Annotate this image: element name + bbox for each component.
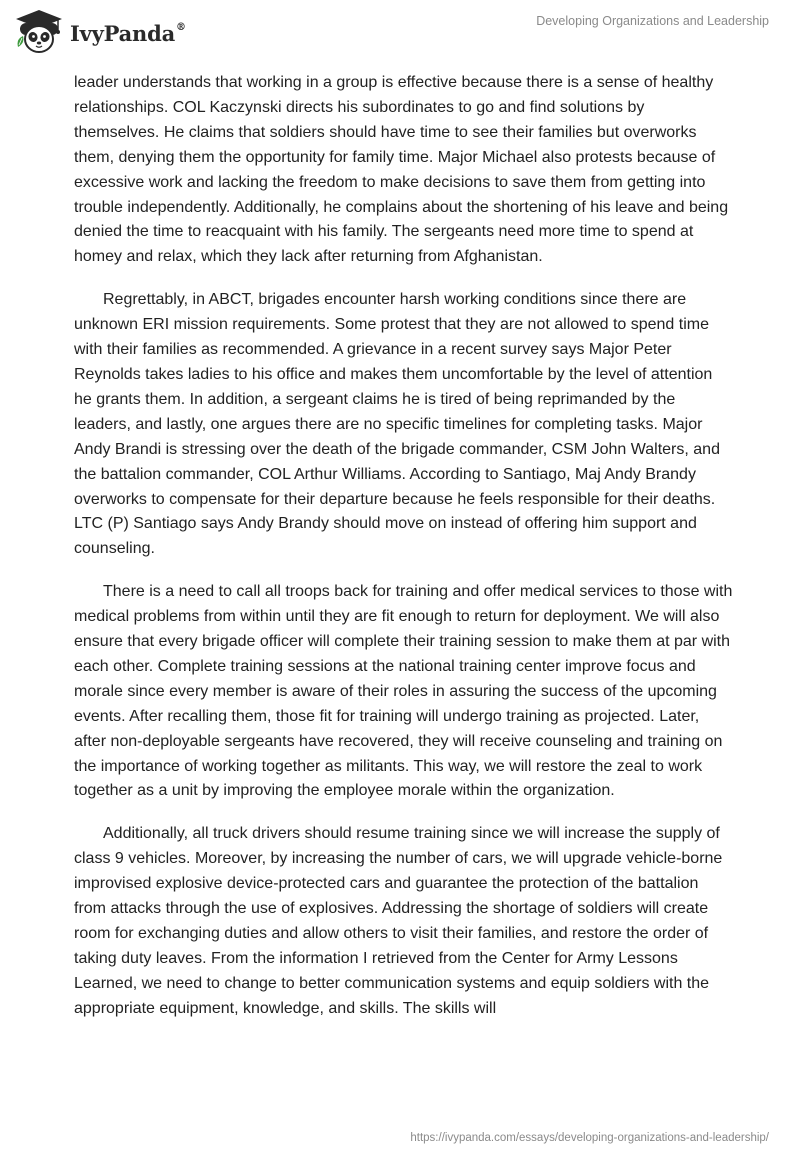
paragraph-2: Regrettably, in ABCT, brigades encounter harsh working conditions since there are unknown ERI mission requirements. Some protest that they are not allowed to spend time with their families as recommended. A grievance in a recent survey says Major Peter Reynolds takes ladies to his office and makes them uncomfortable by the level of attention he grants them. In addition, a sergeant claims he is tired of being reprimanded by the leaders, and lastly, one argues there are no specific timelines for completing tasks. Major Andy Brandi is stressing over the death of the brigade commander, CSM John Walters, and the battalion commander, COL Arthur Williams. According to Santiago, Maj Andy Brandy overworks to compensate for their departure because he feels responsible for their deaths. LTC (P) Santiago says Andy Brandy should move on instead of offering him support and counseling. (74, 291, 720, 558)
panda-graduate-icon (14, 9, 64, 55)
essay-body (74, 71, 734, 1040)
page-header (0, 0, 800, 66)
paragraph-3: There is a need to call all troops back for training and offer medical services to those with medical problems from within until they are fit enough to return for deployment. We will also ensure that every brigade officer will complete their training session to make them at par with each other. Complete training sessions at the national training center improve focus and morale since every member is aware of their roles in assuring the success of the upcoming events. After recalling them, those fit for training will undergo training as projected. Later, after non-deployable sergeants have recovered, they will receive counseling and training on the importance of working together as militants. This way, we will restore the zeal to work together as a unit by improving the employee morale within the organization. (74, 583, 733, 800)
paragraph-4: Additionally, all truck drivers should resume training since we will increase the supply of class 9 vehicles. Moreover, by increasing the number of cars, we will upgrade vehicle-borne improvised explosive device-protected cars and guarantee the protection of the battalion from attacks through the use of explosives. Addressing the shortage of soldiers will create room for exchanging duties and allow others to visit their families, and restore the order of taking duty leaves. From the information I retrieved from the Center for Army Lessons Learned, we need to change to better communication systems and equip soldiers with the appropriate equipment, knowledge, and skills. The skills will (74, 825, 723, 1017)
ivypanda-logo[interactable] (14, 9, 186, 55)
document-title: Developing Organizations and Leadership (536, 14, 769, 28)
source-url-link[interactable]: https://ivypanda.com/essays/developing-organizations-and-leadership/ (410, 1132, 769, 1144)
brand-name: IvyPanda® (70, 20, 186, 46)
paragraph-1: leader understands that working in a group is effective because there is a sense of healthy relationships. COL Kaczynski directs his subordinates to go and find solutions by themselves. He claims that soldiers should have time to see their families but overworks them, denying them the opportunity for family time. Major Michael also protests because of excessive work and lacking the freedom to make decisions to save them from getting into trouble independently. Additionally, he complains about the shortening of his leave and being denied the time to reacquaint with his family. The sergeants need more time to spend at homey and relax, which they lack after returning from Afghanistan. (74, 74, 729, 266)
registered-mark: ® (176, 21, 186, 33)
